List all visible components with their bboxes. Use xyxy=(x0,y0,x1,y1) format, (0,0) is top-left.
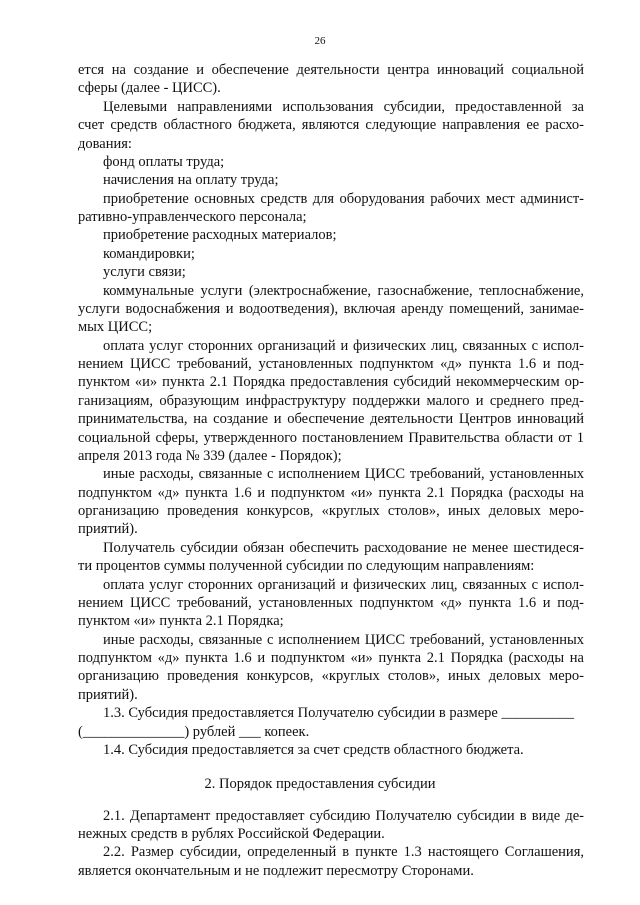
text-line: апреля 2013 года № 339 (далее - Порядок); xyxy=(78,447,342,464)
text-line: начисления на оплату труда; xyxy=(103,172,279,189)
text-line: социальной сферы, утвержденного постановлением Правительства области от 1 xyxy=(78,429,584,446)
text-line: услуги водоснабжения и водоотведения), включая аренду помещений, занимае- xyxy=(78,300,584,317)
text-line: иные расходы, связанные с исполнением ЦИСС требований, установленных xyxy=(103,631,584,648)
text-line: организацию проведения конкурсов, «круглых столов», иных деловых меро- xyxy=(78,668,584,685)
text-line: приобретение основных средств для оборудования рабочих мест админист- xyxy=(103,190,584,207)
text-line: оплата услуг сторонних организаций и физических лиц, связанных с испол- xyxy=(103,576,584,593)
text-line: приятий). xyxy=(78,686,138,703)
text-line: ративно-управленческого персонала; xyxy=(78,209,307,226)
text-line: 2.1. Департамент предоставляет субсидию Получателю субсидии в виде де- xyxy=(103,807,584,824)
page-number: 26 xyxy=(314,35,326,47)
text-line: 1.3. Субсидия предоставляется Получателю субсидии в размере __________ xyxy=(103,705,574,722)
text-line: 2.2. Размер субсидии, определенный в пункте 1.3 настоящего Соглашения, xyxy=(103,844,584,861)
text-line: услуги связи; xyxy=(103,264,186,281)
text-line: пунктом «и» пункта 2.1 Порядка предоставления субсидий некоммерческим ор- xyxy=(78,374,584,391)
text-line: иные расходы, связанные с исполнением ЦИСС требований, установленных xyxy=(103,466,584,483)
text-line: нением ЦИСС требований, установленных подпунктом «д» пункта 1.6 и под- xyxy=(78,594,584,611)
text-line: ется на создание и обеспечение деятельности центра инноваций социальной xyxy=(78,62,584,78)
text-line: приобретение расходных материалов; xyxy=(103,227,337,244)
text-line: нением ЦИСС требований, установленных подпунктом «д» пункта 1.6 и под- xyxy=(78,356,584,373)
section-heading: 2. Порядок предоставления субсидии xyxy=(204,775,436,792)
text-line: Получатель субсидии обязан обеспечить расходование не менее шестидеся- xyxy=(103,539,584,556)
text-line: коммунальные услуги (электроснабжение, газоснабжение, теплоснабжение, xyxy=(103,282,584,299)
text-line: ганизациям, образующим инфраструктуру поддержки малого и среднего пред- xyxy=(78,392,584,409)
text-line: ти процентов суммы полученной субсидии по следующим направлениям: xyxy=(78,558,535,575)
text-line: Целевыми направлениями использования субсидии, предоставленной за xyxy=(103,98,584,115)
text-line: мых ЦИСС; xyxy=(78,319,153,336)
text-line: оплата услуг сторонних организаций и физических лиц, связанных с испол- xyxy=(103,337,584,354)
text-line: организацию проведения конкурсов, «круглых столов», иных деловых меро- xyxy=(78,503,584,520)
text-line: подпунктом «д» пункта 1.6 и подпунктом «и» пункта 2.1 Порядка (расходы на xyxy=(78,484,584,501)
text-line: нежных средств в рублях Российской Федерации. xyxy=(78,825,385,842)
text-line: пунктом «и» пункта 2.1 Порядка; xyxy=(78,613,284,630)
text-line: приятий). xyxy=(78,521,138,538)
text-line: сферы (далее - ЦИСС). xyxy=(78,80,221,97)
text-line: дования: xyxy=(78,135,132,152)
text-line: принимательства, на создание и обеспечение деятельности Центров инноваций xyxy=(78,411,584,428)
text-line: подпунктом «д» пункта 1.6 и подпунктом «и» пункта 2.1 Порядка (расходы на xyxy=(78,650,584,667)
text-line: фонд оплаты труда; xyxy=(103,153,225,170)
text-line: (______________) рублей ___ копеек. xyxy=(78,723,310,740)
text-line: является окончательным и не подлежит пересмотру Сторонами. xyxy=(78,862,474,879)
text-line: командировки; xyxy=(103,245,195,262)
text-line: счет средств областного бюджета, являются следующие направления ее расхо- xyxy=(78,117,584,134)
text-line: 1.4. Субсидия предоставляется за счет средств областного бюджета. xyxy=(103,741,524,758)
